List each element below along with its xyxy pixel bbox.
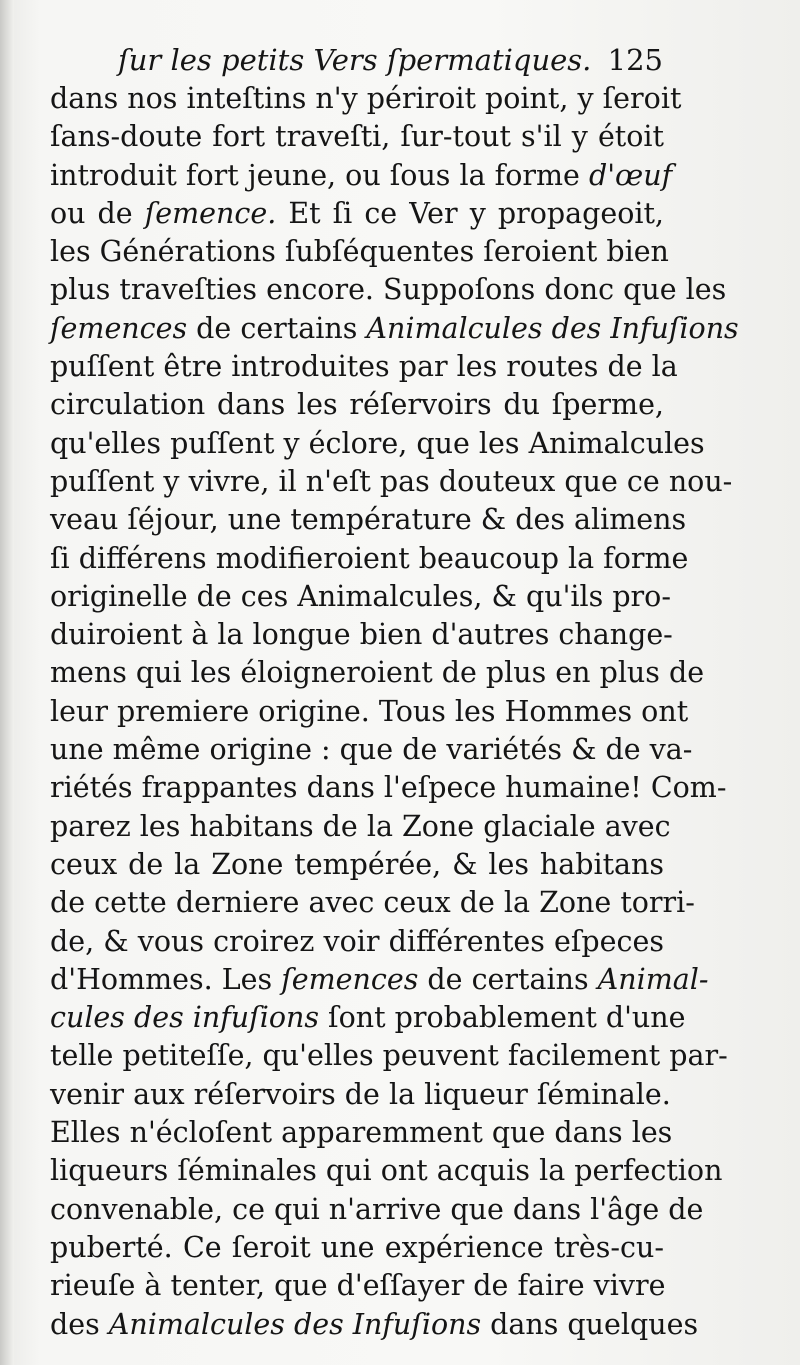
text-run: leur premiere origine. Tous les Hommes ont: [50, 694, 689, 728]
body-text: [50, 80, 739, 1344]
text-run: dans quelques: [481, 1307, 699, 1341]
text-line: [50, 1306, 699, 1344]
italic-text-run: Animal-: [597, 962, 709, 996]
text-run: ou de: [50, 196, 145, 230]
text-run: les Générations ſubſéquentes ſeroient bien: [50, 235, 669, 269]
text-run: convenable, ce qui n'arrive que dans l'âge de: [50, 1192, 704, 1226]
page-number: 125: [607, 43, 663, 77]
text-line: [50, 616, 673, 654]
text-run: qu'elles puſſent y éclore, que les Animalcules: [50, 426, 705, 460]
text-line: [50, 1152, 723, 1190]
text-line: [50, 1037, 728, 1075]
text-line: [50, 808, 671, 846]
text-run: duiroient à la longue bien d'autres change-: [50, 618, 673, 652]
text-run: ſans-doute fort traveſti, ſur-tout s'il y étoit: [50, 120, 664, 154]
italic-text-run: d'œuf: [588, 158, 673, 192]
italic-text-run: Animalcules des Infuſions: [108, 1307, 482, 1341]
text-run: mens qui les éloigneroient de plus en plus de: [50, 656, 705, 690]
text-line: [50, 693, 689, 731]
text-run: ſont probablement d'une: [318, 1001, 686, 1035]
text-line: [50, 501, 687, 539]
text-run: des: [50, 1307, 109, 1341]
text-run: rieuſe à tenter, que d'eſſayer de faire vivre: [50, 1269, 666, 1303]
text-line: [50, 1267, 664, 1305]
text-line: [50, 1076, 671, 1114]
text-run: de certains: [187, 311, 367, 345]
italic-text-run: Animalcules des Infuſions: [366, 311, 739, 345]
text-line: [50, 271, 727, 309]
text-line: [50, 348, 678, 386]
text-line: [50, 425, 705, 463]
italic-text-run: ſemence.: [144, 196, 277, 230]
text-run: parez les habitans de la Zone glaciale avec: [50, 809, 671, 843]
text-run: d'Hommes. Les: [50, 962, 282, 996]
text-run: dans nos inteſtins n'y périroit point, y ſeroit: [50, 82, 682, 115]
text-line: [50, 961, 709, 999]
text-run: liqueurs ſéminales qui ont acquis la perfection: [50, 1154, 723, 1188]
text-line: [50, 846, 664, 884]
text-line: [50, 731, 693, 769]
running-title: ſur les petits Vers ſpermatiques.: [118, 43, 592, 77]
text-run: originelle de ces Animalcules, & qu'ils pro-: [50, 579, 671, 613]
text-run: une même origine : que de variétés & de va-: [50, 733, 693, 767]
text-line: [50, 578, 671, 616]
text-run: introduit fort jeune, ou ſous la forme: [50, 158, 589, 192]
text-run: riétés frappantes dans l'eſpece humaine! Com-: [50, 771, 727, 805]
text-line: [50, 1229, 664, 1267]
italic-text-run: ſemences: [50, 311, 188, 345]
text-line: [50, 769, 727, 807]
text-line: [50, 884, 695, 922]
text-run: puſſent y vivre, il n'eſt pas douteux que ce nou-: [50, 464, 733, 498]
text-line: [50, 540, 689, 578]
text-run: puſſent être introduites par les routes de la: [50, 350, 678, 384]
text-run: de certains: [418, 962, 598, 996]
text-run: de cette derniere avec ceux de la Zone torri-: [50, 886, 695, 920]
gutter-shadow: [0, 0, 14, 1365]
text-line: [50, 386, 664, 424]
text-run: Elles n'écloſent apparemment que dans les: [50, 1116, 673, 1150]
text-run: plus traveſties encore. Suppoſons donc que les: [50, 273, 727, 307]
text-line: [50, 1114, 673, 1152]
text-line: [50, 463, 733, 501]
page-header: [118, 40, 663, 80]
text-line: [50, 118, 664, 156]
text-run: circulation dans les réſervoirs du ſperme,: [50, 388, 664, 422]
text-run: ſi différens modifieroient beaucoup la forme: [50, 541, 689, 575]
text-line: [50, 80, 682, 118]
text-run: de, & vous croirez voir différentes eſpeces: [50, 924, 664, 958]
text-line: [50, 1191, 704, 1229]
text-run: ceux de la Zone tempérée, & les habitans: [50, 847, 664, 881]
italic-text-run: ſemences: [281, 962, 419, 996]
text-run: veau ſéjour, une température & des alimens: [50, 503, 687, 537]
text-line: [50, 999, 686, 1037]
text-run: venir aux réſervoirs de la liqueur ſéminale.: [50, 1077, 671, 1111]
text-line: [50, 233, 669, 271]
text-line: [50, 923, 664, 961]
text-run: puberté. Ce ſeroit une expérience très-cu-: [50, 1230, 664, 1264]
text-line: [50, 654, 705, 692]
text-line: [50, 195, 664, 233]
text-line: [50, 157, 673, 195]
text-line: [50, 310, 739, 348]
text-run: Et ſi ce Ver y propageoit,: [276, 196, 664, 230]
italic-text-run: cules des infuſions: [50, 1001, 319, 1035]
text-run: telle petiteſſe, qu'elles peuvent facilement par-: [50, 1039, 728, 1073]
